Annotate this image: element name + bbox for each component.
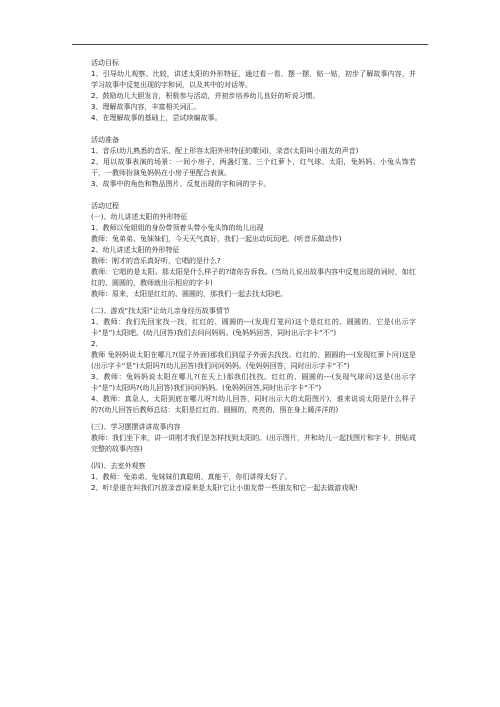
part2-line: 2、 (91, 340, 103, 348)
prep-item: 3、故事中的角色和物品图片、反复出现的字和词的字卡。 (91, 180, 271, 188)
part2-line: 1、教师：我们先回家找一找，红红的、圆圆的---(发现灯笼问)这个是红红的、圆圆的，它是(出示字卡“是”)太阳吧。(幼儿回答)我们去问问妈妈。(兔妈妈回答，同时出示字卡“不”) (91, 318, 416, 337)
part2-line: 教师 兔妈妈说太阳在哪儿?(屋子外面)那我们到屋子外面去找找。红红的、圆圆的---(发现红萝卜问)这是(出示字卡“是”)太阳吗?(幼儿回答)我们问问妈妈。(兔妈妈回答，同时出示字卡“不”) (91, 351, 416, 370)
prep-item: 2、用以故事表演的场景：一间小房子，两盏灯笼、三个红萝卜，红气球、太阳，兔妈妈、小兔头饰若干，一教师扮演兔妈妈在小房子里配合表演。 (91, 158, 416, 177)
prep-heading: 活动准备 (91, 136, 119, 144)
goals-item: 2、鼓励幼儿大胆发言，积极参与活动，并初步培养幼儿良好的听说习惯。 (91, 92, 320, 100)
part1-line: 教师：它唱的是太阳。那太阳是什么样子的?请你告诉我。(当幼儿说出故事内容中反复出现的词时，如红红的、圆圆的，教师就出示相应的字卡) (91, 268, 416, 287)
goals-item: 3、理解故事内容，丰富相关词汇。 (91, 103, 201, 111)
process-section (91, 201, 416, 494)
document-body (91, 58, 416, 494)
part4-title: (四)、去室外观察 (91, 462, 146, 470)
part2-line: 3、教师：兔妈妈说太阳在哪儿?(在天上)那我们找找。红红的、圆圆的---(发现气球问)这是(出示字卡“是”)太阳吗?(幼儿回答)我们问问妈妈。(兔妈妈回答,同时出示字卡“不”) (91, 373, 416, 392)
goals-item: 4、在理解故事的基础上，尝试续编故事。 (91, 114, 222, 122)
part1-line: 教师：原来，太阳是红红的、圆圆的，那我们一起去找太阳吧。 (91, 290, 287, 298)
prep-item: 1、音乐(幼儿熟悉的音乐，配上形容太阳外形特征的歌词)，录音(太阳叫小朋友的声音) (91, 147, 359, 155)
part1-line: 1、教师以兔姐姐的身份带领着头带小兔头饰的幼儿出现 (91, 224, 264, 232)
part4-line: 1、教师：兔弟弟、兔妹妹们真聪明、真能干，你们讲得太好了。 (91, 473, 292, 481)
prep-section (91, 135, 416, 190)
part1-line: 教师：兔弟弟、兔妹妹们，今天天气真好，我们一起出动玩玩吧。(听音乐做动作) (91, 235, 342, 243)
part1-line: 2、幼儿讲述太阳的外形特征 (91, 246, 180, 254)
part1-title: (一)、幼儿讲述太阳的外形特征 (91, 213, 188, 221)
part2-line: 4、教师：真急人，太阳到底在哪儿呀?(幼儿回答，同时出示大的太阳图片)，谁来说说太阳是什么样子的?(幼儿回答后教师总结：太阳是红红的、圆圆的，亮亮的，照在身上暖洋洋的) (91, 395, 416, 414)
goals-section (91, 58, 416, 124)
goals-item: 1、引导幼儿观察、比较，讲述太阳的外形特征，通过看一看、摆一摆、贴一贴，初步了解故事内容，并学习故事中反复出现的字和词，以及其中的对话等。 (91, 70, 416, 89)
part3-title: (三)、学习摆摆讲讲故事内容 (91, 423, 181, 431)
part2-title: (二)、游戏“找太阳”让幼儿亲身经历故事情节 (91, 307, 230, 315)
header-rule (72, 44, 428, 45)
part1-line: 教师：刚才的音乐真好听，它唱的是什么? (91, 257, 221, 265)
goals-heading: 活动目标 (91, 59, 119, 67)
process-heading: 活动过程 (91, 202, 119, 210)
part4-line: 2、听!是谁在叫我们?(放录音)原来是太阳!它让小朋友带一些朋友和它一起去做游戏呢! (91, 484, 359, 492)
part3-line: 教师：我们坐下来，讲一讲刚才我们是怎样找到太阳的。(出示图片，并和幼儿一起找图片和字卡，拼贴成完整的故事内容) (91, 434, 416, 453)
